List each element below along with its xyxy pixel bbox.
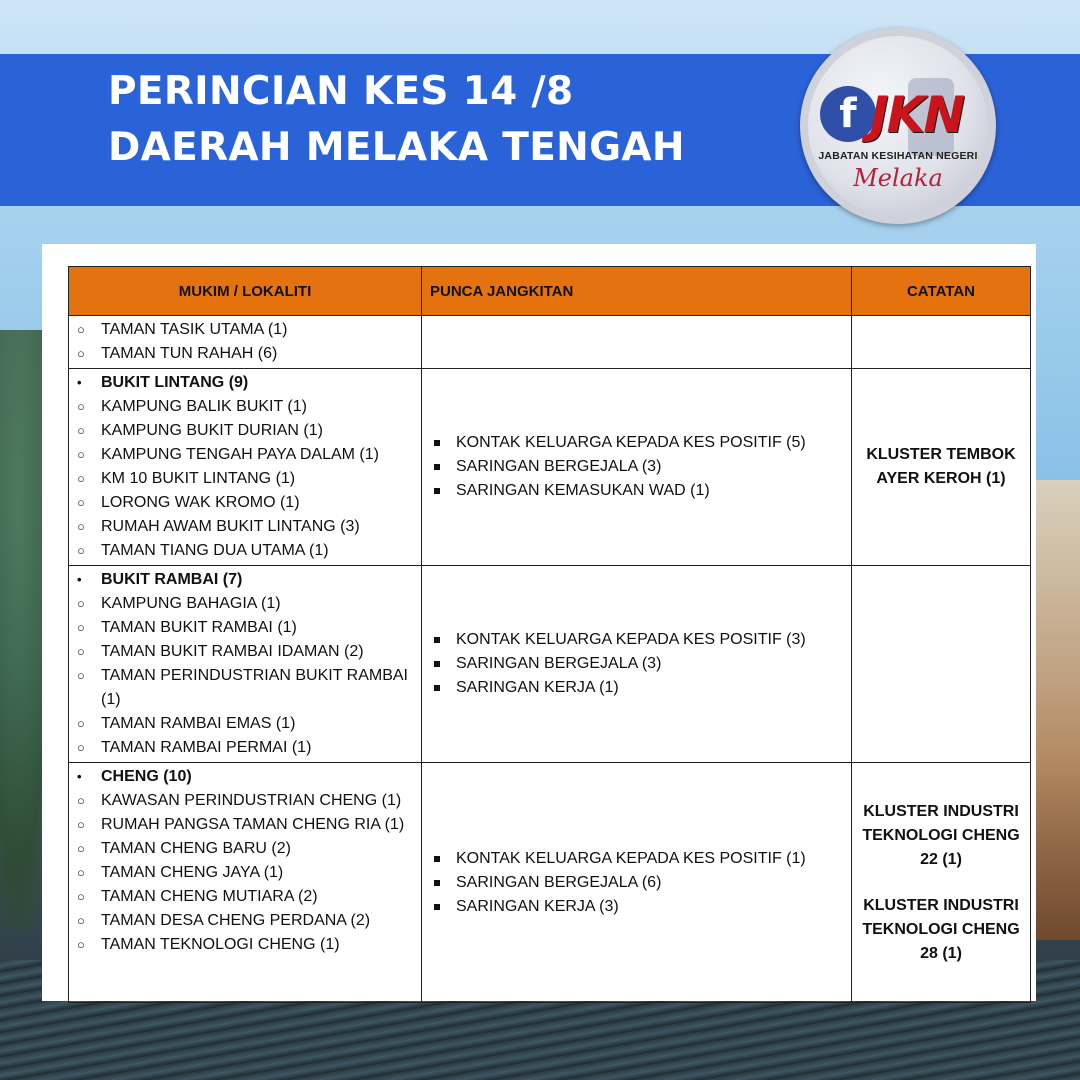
mukim-heading: • CHENG (10) bbox=[75, 765, 421, 789]
source-item: KONTAK KELUARGA KEPADA KES POSITIF (3) bbox=[434, 628, 851, 652]
logo-abbr: JKN bbox=[870, 86, 964, 144]
source-item: KONTAK KELUARGA KEPADA KES POSITIF (5) bbox=[434, 431, 851, 455]
locality-cell bbox=[69, 763, 422, 1003]
locality-cell bbox=[69, 566, 422, 763]
source-list bbox=[422, 847, 851, 919]
mukim-heading: • BUKIT RAMBAI (7) bbox=[75, 568, 421, 592]
list-item: ○ LORONG WAK KROMO (1) bbox=[75, 491, 421, 515]
list-item: ○ TAMAN BUKIT RAMBAI IDAMAN (2) bbox=[75, 640, 421, 664]
table-row bbox=[69, 316, 1031, 369]
cluster-note: KLUSTER TEMBOK AYER KEROH (1) bbox=[866, 446, 1016, 487]
column-header-source: PUNCA JANGKITAN bbox=[422, 267, 852, 316]
source-cell bbox=[422, 566, 852, 763]
list-item: ○ TAMAN TASIK UTAMA (1) bbox=[75, 318, 421, 342]
source-item: SARINGAN KERJA (3) bbox=[434, 895, 851, 919]
logo-org-name: JABATAN KESIHATAN NEGERI bbox=[818, 150, 978, 162]
source-cell bbox=[422, 763, 852, 1003]
jkn-logo bbox=[800, 28, 996, 224]
notes-cell bbox=[852, 566, 1031, 763]
table-row bbox=[69, 369, 1031, 566]
facebook-icon: f bbox=[820, 86, 876, 142]
notes-cell bbox=[852, 369, 1031, 566]
table-row bbox=[69, 763, 1031, 1003]
table-row bbox=[69, 566, 1031, 763]
list-item: ○ KAMPUNG BAHAGIA (1) bbox=[75, 592, 421, 616]
list-item: ○ KAMPUNG BALIK BUKIT (1) bbox=[75, 395, 421, 419]
table-header-row bbox=[69, 267, 1031, 316]
source-item: KONTAK KELUARGA KEPADA KES POSITIF (1) bbox=[434, 847, 851, 871]
title-line-2: DAERAH MELAKA TENGAH bbox=[108, 125, 685, 170]
cluster-note: KLUSTER INDUSTRI TEKNOLOGI CHENG 22 (1) bbox=[862, 802, 1020, 868]
case-details-table bbox=[68, 266, 1031, 1003]
logo-badge bbox=[808, 36, 988, 216]
list-item: ○ TAMAN RAMBAI EMAS (1) bbox=[75, 712, 421, 736]
locality-cell bbox=[69, 369, 422, 566]
list-item: ○ TAMAN CHENG MUTIARA (2) bbox=[75, 885, 421, 909]
list-item: ○ TAMAN TIANG DUA UTAMA (1) bbox=[75, 539, 421, 563]
locality-cell bbox=[69, 316, 422, 369]
locality-list bbox=[69, 763, 421, 959]
logo-state-script: Melaka bbox=[853, 164, 943, 192]
source-list bbox=[422, 431, 851, 503]
source-item: SARINGAN BERGEJALA (3) bbox=[434, 455, 851, 479]
source-cell bbox=[422, 316, 852, 369]
case-details-card bbox=[42, 244, 1036, 1001]
list-item: ○ TAMAN RAMBAI PERMAI (1) bbox=[75, 736, 421, 760]
list-item: ○ RUMAH PANGSA TAMAN CHENG RIA (1) bbox=[75, 813, 421, 837]
source-item: SARINGAN KERJA (1) bbox=[434, 676, 851, 700]
locality-list bbox=[69, 369, 421, 565]
locality-list bbox=[69, 566, 421, 762]
page-title bbox=[108, 64, 685, 176]
list-item: ○ KAMPUNG BUKIT DURIAN (1) bbox=[75, 419, 421, 443]
list-item: ○ RUMAH AWAM BUKIT LINTANG (3) bbox=[75, 515, 421, 539]
list-item: ○ TAMAN BUKIT RAMBAI (1) bbox=[75, 616, 421, 640]
source-item: SARINGAN KEMASUKAN WAD (1) bbox=[434, 479, 851, 503]
list-item: ○ KAMPUNG TENGAH PAYA DALAM (1) bbox=[75, 443, 421, 467]
list-item: ○ TAMAN DESA CHENG PERDANA (2) bbox=[75, 909, 421, 933]
source-list bbox=[422, 628, 851, 700]
mukim-heading: • BUKIT LINTANG (9) bbox=[75, 371, 421, 395]
notes-cell bbox=[852, 763, 1031, 1003]
list-item: ○ TAMAN TUN RAHAH (6) bbox=[75, 342, 421, 366]
list-item: ○ TAMAN TEKNOLOGI CHENG (1) bbox=[75, 933, 421, 957]
list-item: ○ TAMAN PERINDUSTRIAN BUKIT RAMBAI (1) bbox=[75, 664, 421, 712]
source-item: SARINGAN BERGEJALA (3) bbox=[434, 652, 851, 676]
list-item: ○ TAMAN CHENG BARU (2) bbox=[75, 837, 421, 861]
source-cell bbox=[422, 369, 852, 566]
list-item: ○ KAWASAN PERINDUSTRIAN CHENG (1) bbox=[75, 789, 421, 813]
cluster-note: KLUSTER INDUSTRI TEKNOLOGI CHENG 28 (1) bbox=[862, 896, 1020, 962]
column-header-notes: CATATAN bbox=[852, 267, 1031, 316]
column-header-locality: MUKIM / LOKALITI bbox=[69, 267, 422, 316]
list-item: ○ KM 10 BUKIT LINTANG (1) bbox=[75, 467, 421, 491]
list-item: ○ TAMAN CHENG JAYA (1) bbox=[75, 861, 421, 885]
notes-cell bbox=[852, 316, 1031, 369]
locality-list bbox=[69, 316, 421, 368]
title-line-1: PERINCIAN KES 14 /8 bbox=[108, 69, 574, 114]
source-item: SARINGAN BERGEJALA (6) bbox=[434, 871, 851, 895]
